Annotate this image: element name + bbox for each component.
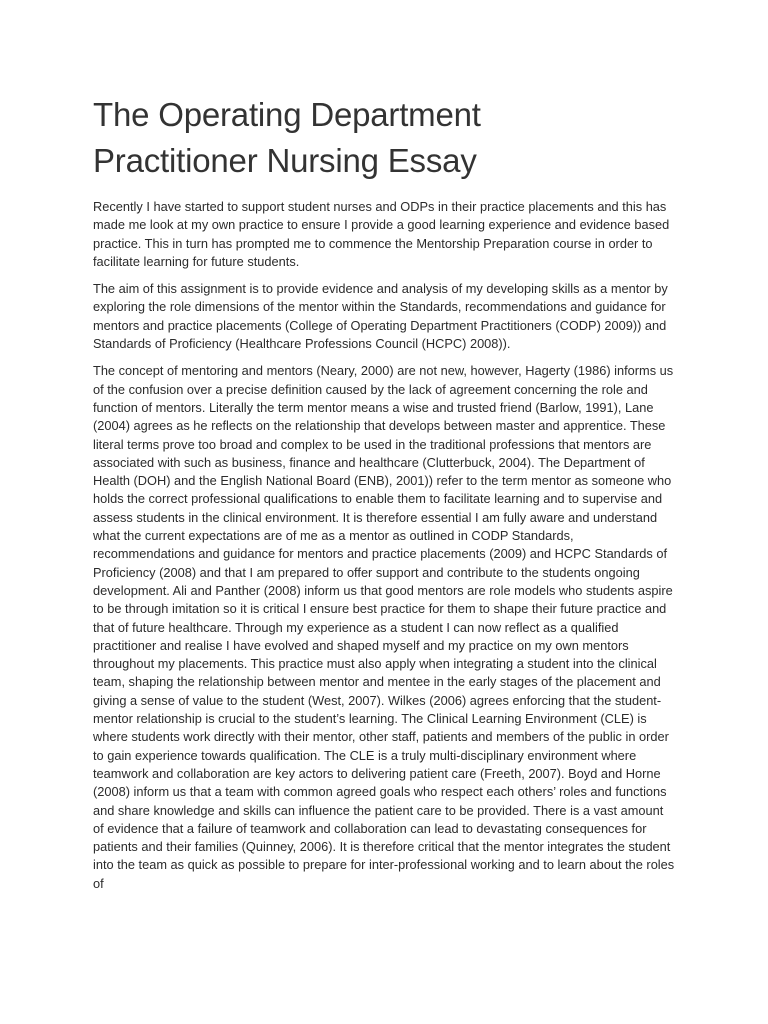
essay-title-line-1: The Operating Department: [93, 96, 481, 133]
essay-title: [93, 92, 676, 184]
paragraph-intro: Recently I have started to support student nurses and ODPs in their practice placements and this has made me look at my own practice to ensure I provide a good learning experience and evidence based practice. This in turn has prompted me to commence the Mentorship Preparation course in order to facilitate learning for future students.: [93, 199, 670, 269]
paragraph-concept: The concept of mentoring and mentors (Neary, 2000) are not new, however, Hagerty (1986) informs us of the confusion over a precise definition caused by the lack of agreement concerning the role and function of mentors. Literally the term mentor means a wise and trusted friend (Barlow, 1991), Lane (2004) agrees as he reflects on the relationship that develops between master and apprentice. These literal terms prove too broad and complex to be used in the traditional professions that mentors are associated with such as business, finance and healthcare (Clutterbuck, 2004). The Department of Health (DOH) and the English National Board (ENB), 2001)) refer to the term mentor as someone who holds the correct professional qualifications to enable them to facilitate learning and to supervise and assess students in the clinical environment. It is therefore essential I am fully aware and understand what the current expectations are of me as a mentor as outlined in CODP Standards, recommendations and guidance for mentors and practice placements (2009) and HCPC Standards of Proficiency (2008) and that I am prepared to offer support and contribute to the students ongoing development. Ali and Panther (2008) inform us that good mentors are role models who students aspire to be through imitation so it is critical I ensure best practice for them to shape their future practice and that of future healthcare. Through my experience as a student I can now reflect as a qualified practitioner and realise I have evolved and shaped myself and my practice on my own mentors throughout my placements. This practice must also apply when integrating a student into the clinical team, shaping the relationship between mentor and mentee in the early stages of the placement and giving a sense of value to the student (West, 2007). Wilkes (2006) agrees enforcing that the student-mentor relationship is crucial to the student’s learning. The Clinical Learning Environment (CLE) is where students work directly with their mentor, other staff, patients and members of the public in order to gain experience towards qualification. The CLE is a truly multi-disciplinary environment where teamwork and collaboration are key actors to delivering patient care (Freeth, 2007). Boyd and Horne (2008) inform us that a team with common agreed goals who respect each others’ roles and functions and share knowledge and skills can influence the patient care to be provided. There is a vast amount of evidence that a failure of teamwork and collaboration can lead to devastating consequences for patients and their families (Quinney, 2006). It is therefore critical that the mentor integrates the student into the team as quick as possible to prepare for inter-professional working and to learn about the roles of: [93, 363, 675, 891]
essay-title-line-2: Practitioner Nursing Essay: [93, 142, 477, 179]
essay-page: [93, 92, 676, 902]
paragraph-aim: The aim of this assignment is to provide evidence and analysis of my developing skills as a mentor by exploring the role dimensions of the mentor within the Standards, recommendations and guidance for mentors and practice placements (College of Operating Department Practitioners (CODP) 2009)) and Standards of Proficiency (Healthcare Professions Council (HCPC) 2008)).: [93, 281, 668, 352]
